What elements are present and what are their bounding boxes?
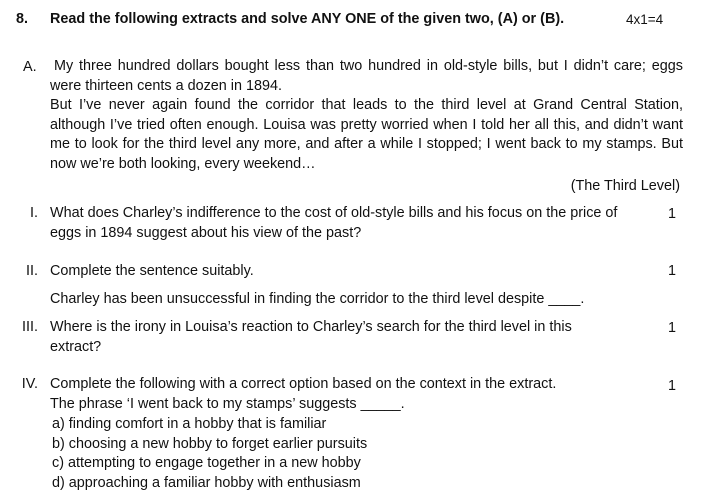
- subquestion-3-marks: 1: [668, 320, 677, 336]
- extract-paragraph-2: But I’ve never again found the corridor that leads to the third level at Grand Central Station, although I’ve tried often enough. Louisa was pretty worried when I told her all this, and didn’t want me to look for the third level any more, and after a while I stopped; I went back to my stamps. But now we’re both looking, every weekend…: [50, 97, 683, 172]
- subquestion-1-text: What does Charley’s indifference to the cost of old-style bills and his focus on the price of eggs in 1894 suggest about his view of the past?: [50, 205, 618, 241]
- question-number: 8.: [16, 11, 29, 27]
- extract-label: A.: [23, 59, 37, 75]
- option-a: a) finding comfort in a hobby that is familiar: [52, 416, 327, 432]
- subquestion-3-numeral: III.: [22, 319, 38, 335]
- subquestion-4-prompt: The phrase ‘I went back to my stamps’ suggests _____.: [50, 396, 405, 412]
- extract-source: (The Third Level): [570, 178, 680, 194]
- subquestion-1-numeral: I.: [30, 205, 38, 221]
- subquestion-3-text: Where is the irony in Louisa’s reaction to Charley’s search for the third level in this extract?: [50, 319, 572, 355]
- subquestion-2-sentence: Charley has been unsuccessful in finding the corridor to the third level despite ____.: [50, 291, 585, 307]
- option-c: c) attempting to engage together in a new hobby: [52, 455, 361, 471]
- option-b: b) choosing a new hobby to forget earlier pursuits: [52, 436, 368, 452]
- subquestion-2-text: Complete the sentence suitably.: [50, 263, 254, 279]
- subquestion-4-numeral: IV.: [21, 376, 38, 392]
- subquestion-4-text: Complete the following with a correct option based on the context in the extract.: [50, 376, 557, 392]
- subquestion-1-marks: 1: [668, 206, 677, 222]
- option-d: d) approaching a familiar hobby with enthusiasm: [52, 475, 361, 491]
- subquestion-2-numeral: II.: [26, 263, 38, 279]
- subquestion-4-marks: 1: [668, 378, 677, 394]
- subquestion-2-marks: 1: [668, 263, 677, 279]
- question-heading: Read the following extracts and solve ANY ONE of the given two, (A) or (B).: [50, 11, 565, 27]
- extract-paragraph-1: My three hundred dollars bought less than two hundred in old-style bills, but I didn’t care; eggs were thirteen cents a dozen in 1894.: [50, 58, 683, 94]
- question-marks: 4x1=4: [626, 12, 664, 27]
